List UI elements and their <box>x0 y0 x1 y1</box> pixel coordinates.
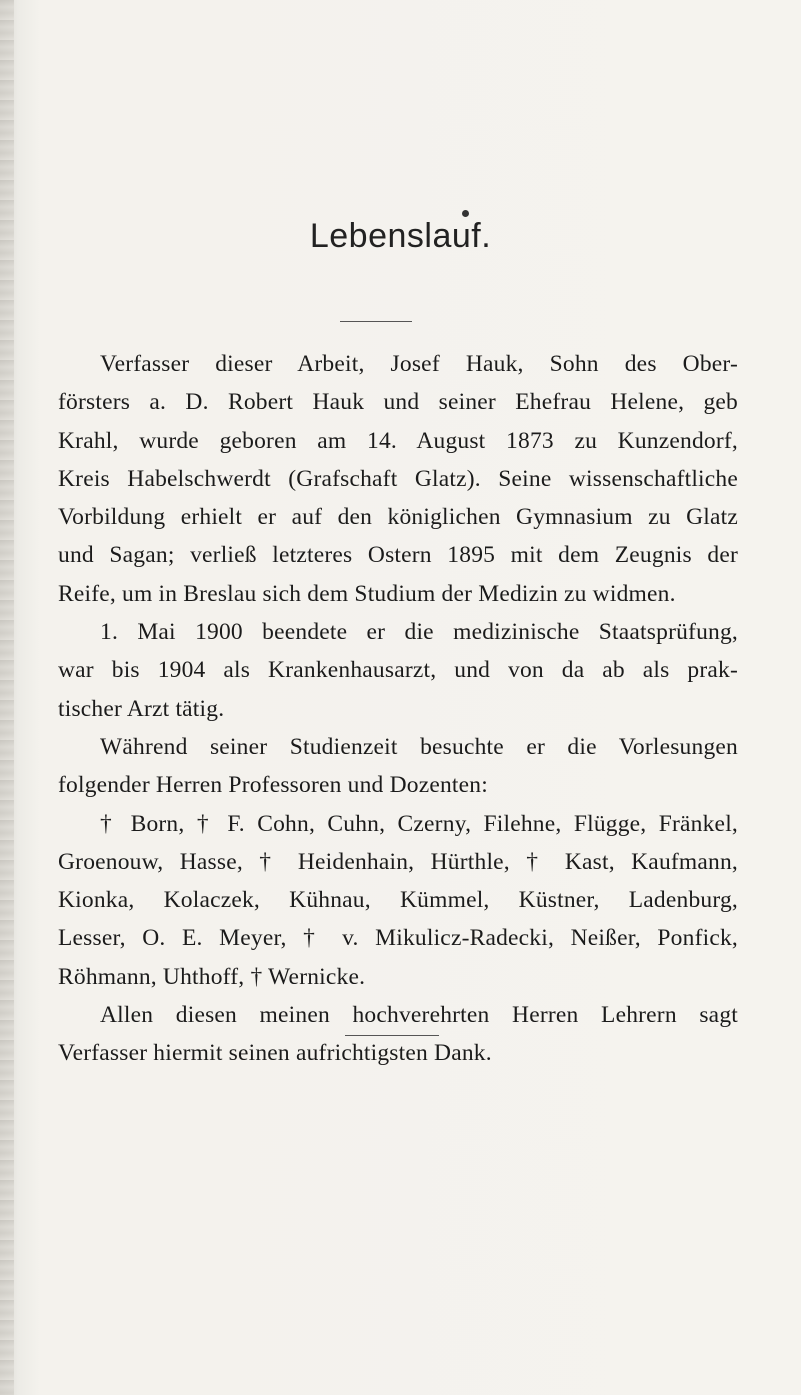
text-line: folgender Herren Professoren und Dozenten: <box>58 772 488 799</box>
text-line: försters a. D. Robert Hauk und seiner Ehefrau Helene, geb <box>58 389 738 416</box>
text-line: Groenouw, Hasse, † Heidenhain, Hürthle, † Kast, Kaufmann, <box>58 848 738 875</box>
ink-dot <box>462 210 469 217</box>
text-line: Allen diesen meinen hochverehrten Herren Lehrern sagt <box>100 1002 738 1029</box>
text-line: Kionka, Kolaczek, Kühnau, Kümmel, Küstner, Ladenburg, <box>58 887 738 914</box>
text-line: Krahl, wurde geboren am 14. August 1873 zu Kunzendorf, <box>58 427 738 454</box>
text-line: tischer Arzt tätig. <box>58 695 225 722</box>
text-line: Während seiner Studienzeit besuchte er die Vorlesungen <box>100 733 738 760</box>
text-line: Röhmann, Uhthoff, † Wernicke. <box>58 963 366 990</box>
paragraph-teachers-list <box>58 805 738 996</box>
text-line: † Born, † F. Cohn, Cuhn, Czerny, Filehne, Flügge, Fränkel, <box>100 810 738 837</box>
document-title: Lebenslauf. <box>309 217 492 255</box>
text-line: 1. Mai 1900 beendete er die medizinische Staatsprüfung, <box>100 619 738 646</box>
text-line: war bis 1904 als Krankenhausarzt, und von da ab als prak- <box>58 657 738 684</box>
text-line: und Sagan; verließ letzteres Ostern 1895 mit dem Zeugnis der <box>58 542 738 569</box>
paragraph-studies <box>58 728 738 805</box>
title-divider <box>340 321 412 322</box>
closing-divider <box>345 1035 439 1036</box>
text-line: Vorbildung erhielt er auf den königlichen Gymnasium zu Glatz <box>58 504 738 531</box>
text-line: Verfasser hiermit seinen aufrichtigsten Dank. <box>58 1040 492 1067</box>
text-line: Reife, um in Breslau sich dem Studium der Medizin zu widmen. <box>58 580 676 607</box>
paragraph-biography <box>58 345 738 613</box>
paragraph-career <box>58 613 738 728</box>
document-body <box>58 345 738 1073</box>
page-left-edge <box>0 0 14 1395</box>
text-line: Kreis Habelschwerdt (Grafschaft Glatz). Seine wissenschaftliche <box>58 465 738 492</box>
text-line: Lesser, O. E. Meyer, † v. Mikulicz-Radecki, Neißer, Ponfick, <box>58 925 738 952</box>
text-line: Verfasser dieser Arbeit, Josef Hauk, Sohn des Ober- <box>100 351 738 377</box>
